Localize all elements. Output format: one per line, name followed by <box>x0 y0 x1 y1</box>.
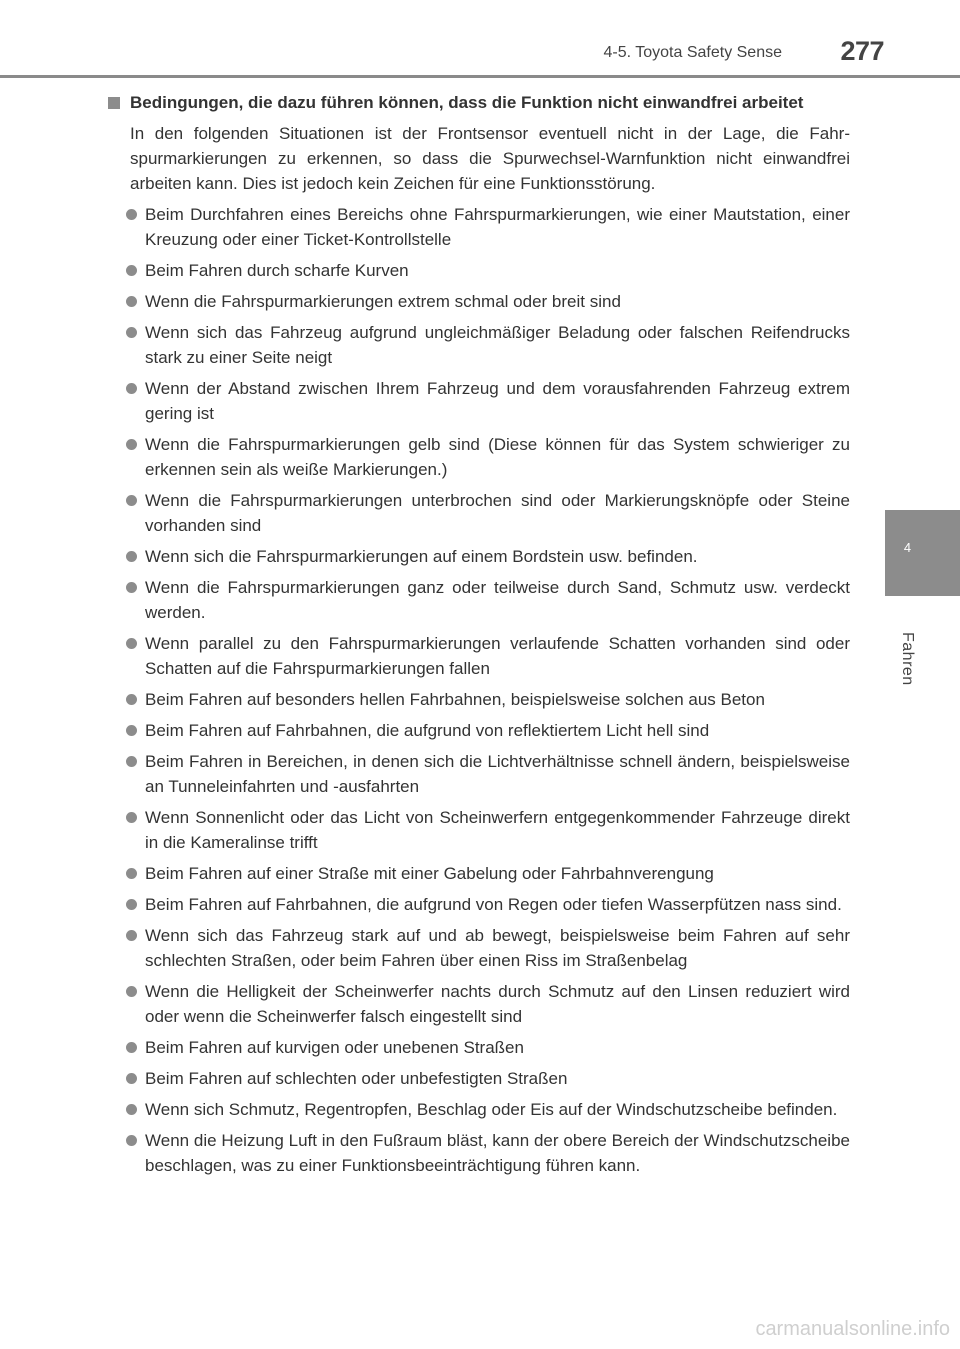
circle-bullet-icon <box>126 930 137 941</box>
list-item-text: Beim Fahren auf schlechten oder unbefestigten Straßen <box>145 1069 568 1088</box>
list-item-text: Wenn die Fahrspurmarkierungen unterbrochen sind oder Markierungsknöpfe oder Steine vorhanden sind <box>145 491 850 535</box>
list-item-text: Beim Fahren in Bereichen, in denen sich die Lichtverhältnisse schnell ändern, beispielsweise an Tunneleinfahrten und -ausfahrten <box>145 752 850 796</box>
list-item <box>105 687 850 712</box>
circle-bullet-icon <box>126 327 137 338</box>
list-item-text: Wenn die Heizung Luft in den Fußraum bläst, kann der obere Bereich der Windschutzscheibe beschlagen, was zu einer Funktionsbeeinträchtigung führen kann. <box>145 1131 850 1175</box>
list-item-text: Wenn parallel zu den Fahrspurmarkierungen verlaufende Schatten vorhanden sind oder Schatten auf die Fahrspurmarkierungen fallen <box>145 634 850 678</box>
page-number: 277 <box>840 36 884 66</box>
header-section-title: 4-5. Toyota Safety Sense <box>603 44 782 61</box>
list-item <box>105 1097 850 1122</box>
circle-bullet-icon <box>126 725 137 736</box>
circle-bullet-icon <box>126 439 137 450</box>
chapter-label: Fahren <box>899 632 916 686</box>
list-item-text: Beim Fahren auf besonders hellen Fahrbahnen, beispielsweise solchen aus Beton <box>145 690 765 709</box>
list-item <box>105 544 850 569</box>
circle-bullet-icon <box>126 265 137 276</box>
list-item-text: Beim Fahren auf kurvigen oder unebenen Straßen <box>145 1038 524 1057</box>
list-item-text: Wenn sich die Fahrspurmarkierungen auf einem Bordstein usw. befinden. <box>145 547 698 566</box>
circle-bullet-icon <box>126 296 137 307</box>
list-item <box>105 1066 850 1091</box>
list-item-text: Beim Fahren auf Fahrbahnen, die aufgrund von reflektiertem Licht hell sind <box>145 721 710 740</box>
list-item-text: Wenn sich Schmutz, Regentropfen, Beschlag oder Eis auf der Windschutzscheibe befinden. <box>145 1100 838 1119</box>
list-item <box>105 289 850 314</box>
list-item-text: Wenn die Fahrspurmarkierungen ganz oder teilweise durch Sand, Schmutz usw. verdeckt werden. <box>145 578 850 622</box>
list-item-text: Wenn Sonnenlicht oder das Licht von Scheinwerfern entgegenkommender Fahrzeuge direkt in die Kameralinse trifft <box>145 808 850 852</box>
header-rule <box>0 75 960 78</box>
circle-bullet-icon <box>126 1135 137 1146</box>
list-item <box>105 923 850 973</box>
circle-bullet-icon <box>126 812 137 823</box>
circle-bullet-icon <box>126 694 137 705</box>
list-item <box>105 749 850 799</box>
chapter-number: 4 <box>903 540 912 555</box>
list-item-text: Wenn die Fahrspurmarkierungen extrem schmal oder breit sind <box>145 292 621 311</box>
watermark-text: carmanualsonline.info <box>755 1318 950 1340</box>
circle-bullet-icon <box>126 551 137 562</box>
list-item <box>105 979 850 1029</box>
square-bullet-icon <box>108 97 120 109</box>
list-item <box>105 1128 850 1178</box>
list-item <box>105 202 850 252</box>
list-item <box>105 892 850 917</box>
list-item <box>105 805 850 855</box>
circle-bullet-icon <box>126 756 137 767</box>
circle-bullet-icon <box>126 1073 137 1084</box>
list-item-text: Beim Durchfahren eines Bereichs ohne Fahrspurmarkierungen, wie einer Mautstation, einer Kreuzung oder einer Ticket-Kontrollstelle <box>145 205 850 249</box>
list-item <box>105 432 850 482</box>
list-item-text: Wenn die Fahrspurmarkierungen gelb sind (Diese können für das System schwieriger zu erkennen sein als weiße Markierungen.) <box>145 435 850 479</box>
list-item <box>105 488 850 538</box>
circle-bullet-icon <box>126 1042 137 1053</box>
list-item-text: Wenn der Abstand zwischen Ihrem Fahrzeug und dem vorausfahrenden Fahrzeug extrem gering ist <box>145 379 850 423</box>
circle-bullet-icon <box>126 495 137 506</box>
section-heading-text: Bedingungen, die dazu führen können, dass die Funktion nicht einwandfrei arbeitet <box>130 93 804 112</box>
circle-bullet-icon <box>126 868 137 879</box>
circle-bullet-icon <box>126 1104 137 1115</box>
list-item-text: Wenn sich das Fahrzeug aufgrund ungleichmäßiger Beladung oder falschen Reifendrucks stark zu einer Seite neigt <box>145 323 850 367</box>
condition-list <box>105 202 850 1178</box>
list-item <box>105 258 850 283</box>
section-heading <box>105 90 850 115</box>
list-item <box>105 631 850 681</box>
list-item <box>105 1035 850 1060</box>
section-intro: In den folgenden Situationen ist der Frontsensor eventuell nicht in der Lage, die Fahrspurmarkierungen zu erkennen, so dass die Spurwechsel-Warnfunktion nicht einwandfrei arbeiten kann. Dies ist jedoch kein Zeichen für eine Funktionsstörung. <box>130 124 850 193</box>
list-item <box>105 718 850 743</box>
list-item-text: Beim Fahren auf einer Straße mit einer Gabelung oder Fahrbahnverengung <box>145 864 714 883</box>
circle-bullet-icon <box>126 638 137 649</box>
list-item <box>105 320 850 370</box>
list-item-text: Wenn sich das Fahrzeug stark auf und ab bewegt, beispielsweise beim Fahren auf sehr schlechten Straßen, oder beim Fahren über einen Riss im Straßenbelag <box>145 926 850 970</box>
circle-bullet-icon <box>126 383 137 394</box>
list-item <box>105 861 850 886</box>
list-item-text: Beim Fahren durch scharfe Kurven <box>145 261 409 280</box>
circle-bullet-icon <box>126 986 137 997</box>
list-item <box>105 575 850 625</box>
circle-bullet-icon <box>126 899 137 910</box>
circle-bullet-icon <box>126 209 137 220</box>
circle-bullet-icon <box>126 582 137 593</box>
list-item-text: Beim Fahren auf Fahrbahnen, die aufgrund von Regen oder tiefen Wasserpfützen nass sind. <box>145 895 842 914</box>
list-item <box>105 376 850 426</box>
list-item-text: Wenn die Helligkeit der Scheinwerfer nachts durch Schmutz auf den Linsen reduziert wird oder wenn die Scheinwerfer falsch eingestellt sind <box>145 982 850 1026</box>
page-content <box>105 90 850 1184</box>
